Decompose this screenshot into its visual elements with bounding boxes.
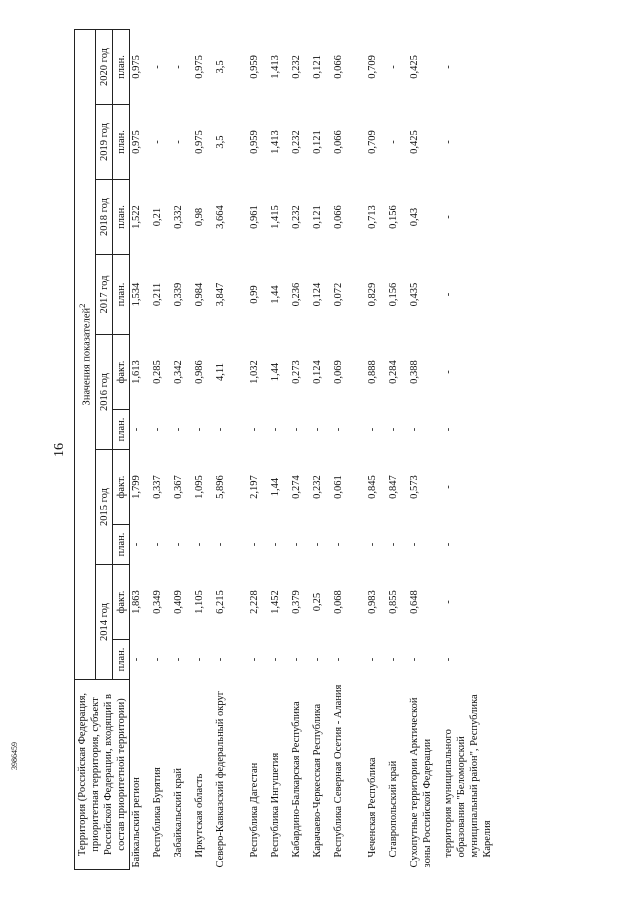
value-cell: -: [131, 657, 142, 662]
value-cell: 0,121: [312, 55, 323, 79]
value-cell: 5,896: [215, 475, 226, 499]
subheader: план.: [113, 410, 130, 450]
value-cell: 0,367: [173, 475, 184, 499]
value-cell: 0,713: [367, 205, 378, 229]
value-cell: 0,98: [194, 207, 205, 227]
value-cell: 0,339: [173, 282, 184, 307]
value-cell: -: [443, 140, 454, 144]
value-cell: 0,425: [409, 130, 420, 154]
value-cell: 0,983: [367, 590, 378, 614]
table-row: [269, 29, 290, 869]
value-cell: -: [333, 427, 344, 432]
value-cell: 0,274: [291, 475, 302, 499]
value-cell: 0,409: [173, 590, 184, 614]
territory-name: территория муниципального образования "Беломорский муниципальный район", Республика Карелия: [443, 694, 493, 858]
territory-name: Байкальский регион: [131, 777, 142, 868]
value-cell: 3,847: [215, 282, 226, 307]
value-cell: 0,847: [388, 475, 399, 499]
value-cell: -: [173, 427, 184, 432]
value-cell: -: [249, 657, 260, 662]
territory-name: Ставропольский край: [388, 760, 399, 858]
value-cell: -: [173, 542, 184, 547]
value-cell: 1,44: [270, 477, 281, 497]
value-cell: -: [152, 542, 163, 547]
value-cell: 3,5: [215, 135, 226, 149]
year-header: 2015 год: [96, 450, 113, 565]
table-row: [130, 29, 152, 869]
value-cell: -: [291, 657, 302, 662]
value-cell: -: [388, 140, 399, 144]
value-cell: -: [443, 485, 454, 489]
value-cell: -: [215, 427, 226, 432]
value-cell: -: [249, 542, 260, 547]
territory-name: Иркутская область: [194, 773, 205, 858]
value-cell: -: [333, 657, 344, 662]
value-cell: 0,156: [388, 205, 399, 229]
value-cell: -: [367, 657, 378, 662]
value-cell: 0,332: [173, 205, 184, 229]
territory-name: Республика Ингушетия: [270, 752, 281, 858]
value-cell: -: [152, 65, 163, 69]
territory-name: Республика Северная Осетия - Алания: [333, 684, 344, 858]
table-row: [311, 29, 332, 869]
indicators-table: [74, 29, 502, 870]
value-cell: -: [215, 542, 226, 547]
value-cell: 0,068: [333, 590, 344, 614]
subheader: план.: [113, 105, 130, 180]
value-cell: -: [409, 427, 420, 432]
value-cell: -: [152, 427, 163, 432]
value-cell: -: [173, 65, 184, 69]
table-row: [248, 29, 269, 869]
value-cell: 0,379: [291, 590, 302, 614]
value-cell: -: [291, 542, 302, 547]
value-cell: -: [388, 427, 399, 432]
document-code: 3986459: [10, 742, 19, 770]
value-cell: 0,388: [409, 360, 420, 384]
value-cell: 0,066: [333, 205, 344, 229]
value-cell: 0,709: [367, 55, 378, 79]
value-cell: 1,413: [270, 55, 281, 79]
value-cell: 0,961: [249, 205, 260, 229]
value-cell: 0,156: [388, 282, 399, 307]
value-cell: -: [312, 542, 323, 547]
territory-name: Забайкальский край: [173, 767, 184, 858]
subheader: план.: [113, 525, 130, 565]
value-cell: -: [270, 427, 281, 432]
value-cell: 0,061: [333, 475, 344, 499]
table-row: [172, 29, 193, 869]
value-cell: 0,066: [333, 130, 344, 154]
value-cell: -: [270, 542, 281, 547]
value-cell: 1,44: [270, 285, 281, 304]
value-cell: 0,845: [367, 475, 378, 499]
value-cell: -: [215, 657, 226, 662]
value-cell: 0,337: [152, 475, 163, 499]
table-row: [151, 29, 172, 869]
value-cell: 0,232: [291, 205, 302, 229]
value-cell: 3,5: [215, 60, 226, 74]
table-row: [408, 29, 442, 869]
value-cell: -: [388, 542, 399, 547]
year-header: 2019 год: [96, 105, 113, 180]
value-cell: 3,664: [215, 205, 226, 229]
value-cell: 0,648: [409, 590, 420, 614]
table-body: [130, 29, 503, 869]
value-cell: 1,44: [270, 362, 281, 382]
value-cell: 0,349: [152, 590, 163, 614]
value-cell: 0,888: [367, 360, 378, 384]
value-cell: 4,11: [215, 363, 226, 381]
value-cell: -: [388, 657, 399, 662]
value-cell: 0,232: [291, 130, 302, 154]
value-cell: 1,413: [270, 130, 281, 154]
value-cell: 0,855: [388, 590, 399, 614]
year-header: 2020 год: [96, 29, 113, 104]
value-cell: 0,124: [312, 282, 323, 307]
territory-name: Чеченская Республика: [367, 757, 378, 858]
page-number: 16: [52, 443, 67, 457]
territory-name: Республика Дагестан: [249, 762, 260, 858]
value-cell: -: [270, 657, 281, 662]
value-cell: -: [443, 215, 454, 219]
value-cell: -: [131, 542, 142, 547]
value-cell: 0,211: [152, 282, 163, 307]
value-cell: 6,215: [215, 590, 226, 614]
rotated-page: [50, 30, 610, 870]
value-cell: 0,986: [194, 360, 205, 384]
territory-name: Карачаево-Черкесская Республика: [312, 703, 323, 858]
value-cell: 1,095: [194, 475, 205, 499]
year-header: 2014 год: [96, 565, 113, 680]
value-cell: 0,284: [388, 360, 399, 384]
year-header: 2018 год: [96, 180, 113, 255]
subheader: план.: [113, 180, 130, 255]
value-cell: 1,799: [131, 475, 142, 499]
table-row: [193, 29, 214, 869]
value-cell: 0,573: [409, 475, 420, 499]
value-cell: -: [443, 370, 454, 374]
value-cell: 0,959: [249, 130, 260, 154]
value-cell: -: [194, 657, 205, 662]
value-cell: 2,197: [249, 475, 260, 499]
table-row: [442, 29, 502, 869]
value-cell: -: [388, 65, 399, 69]
value-cell: -: [409, 657, 420, 662]
value-cell: 1,452: [270, 590, 281, 614]
value-cell: 1,032: [249, 360, 260, 384]
value-cell: -: [312, 657, 323, 662]
value-cell: 1,534: [131, 282, 142, 307]
subheader: факт.: [113, 565, 130, 640]
value-cell: 0,829: [367, 282, 378, 307]
value-cell: 0,21: [152, 207, 163, 227]
year-header: 2016 год: [96, 335, 113, 450]
value-cell: -: [152, 140, 163, 144]
value-cell: 0,43: [409, 207, 420, 227]
table-row: [290, 29, 311, 869]
value-cell: -: [173, 140, 184, 144]
table-row: [387, 29, 408, 869]
territory-header: Территория (Российская Федерация, приоритетная территория, субъект Российской Федерации, входящий в состав приоритетной территории): [75, 680, 130, 870]
subheader: факт.: [113, 450, 130, 525]
value-cell: 1,105: [194, 590, 205, 614]
value-cell: 0,975: [194, 130, 205, 154]
values-header: Значения показателей$^2$: [75, 29, 96, 679]
territory-name: Республика Бурятия: [152, 767, 163, 858]
territory-name: Кабардино-Балкарская Республика: [291, 701, 302, 858]
value-cell: 1,613: [131, 360, 142, 384]
table-row: [366, 29, 387, 869]
value-cell: -: [367, 427, 378, 432]
territory-name: Северо-Кавказский федеральный округ: [215, 690, 226, 868]
table-row: [214, 29, 248, 869]
value-cell: -: [291, 427, 302, 432]
value-cell: 0,984: [194, 282, 205, 307]
value-cell: 0,959: [249, 55, 260, 79]
value-cell: -: [443, 600, 454, 604]
value-cell: 0,121: [312, 130, 323, 154]
table-row: [332, 29, 366, 869]
value-cell: 0,285: [152, 360, 163, 384]
subheader: факт.: [113, 335, 130, 410]
value-cell: 0,975: [131, 130, 142, 154]
value-cell: 2,228: [249, 590, 260, 614]
value-cell: 0,232: [312, 475, 323, 499]
value-cell: -: [131, 427, 142, 432]
value-cell: -: [173, 657, 184, 662]
value-cell: -: [443, 657, 454, 662]
value-cell: -: [443, 427, 454, 432]
value-cell: 0,25: [312, 592, 323, 612]
value-cell: -: [409, 542, 420, 547]
value-cell: 0,232: [291, 55, 302, 79]
table-header: [75, 29, 130, 869]
value-cell: 0,975: [194, 55, 205, 79]
value-cell: 0,236: [291, 282, 302, 307]
value-cell: 0,072: [333, 282, 344, 307]
value-cell: 0,273: [291, 360, 302, 384]
value-cell: -: [367, 542, 378, 547]
subheader: план.: [113, 640, 130, 680]
value-cell: -: [152, 657, 163, 662]
subheader: план.: [113, 255, 130, 335]
value-cell: -: [194, 427, 205, 432]
value-cell: 0,975: [131, 55, 142, 79]
value-cell: -: [194, 542, 205, 547]
year-header: 2017 год: [96, 255, 113, 335]
value-cell: -: [443, 542, 454, 547]
value-cell: 1,415: [270, 205, 281, 229]
value-cell: 0,342: [173, 360, 184, 384]
subheader: план.: [113, 29, 130, 104]
value-cell: -: [443, 65, 454, 69]
value-cell: 1,522: [131, 205, 142, 229]
value-cell: -: [333, 542, 344, 547]
value-cell: 1,863: [131, 590, 142, 614]
value-cell: 0,99: [249, 285, 260, 304]
value-cell: -: [443, 292, 454, 297]
value-cell: 0,425: [409, 55, 420, 79]
value-cell: 0,121: [312, 205, 323, 229]
value-cell: 0,066: [333, 55, 344, 79]
value-cell: 0,069: [333, 360, 344, 384]
value-cell: -: [249, 427, 260, 432]
value-cell: 0,124: [312, 360, 323, 384]
value-cell: -: [312, 427, 323, 432]
value-cell: 0,435: [409, 282, 420, 307]
value-cell: 0,709: [367, 130, 378, 154]
territory-name: Сухопутные территории Арктической зоны Российской Федерации: [409, 697, 433, 868]
